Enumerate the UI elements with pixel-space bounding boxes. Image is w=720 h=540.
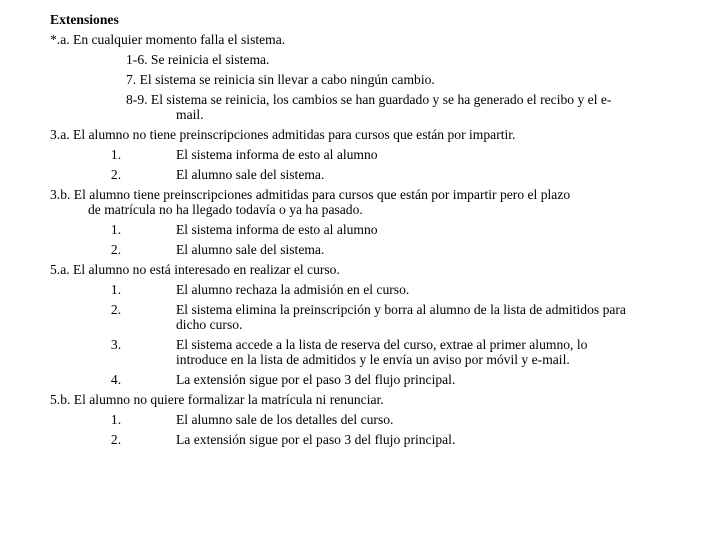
extension-title: 5.b. El alumno no quiere formalizar la matrícula ni renunciar. [50, 392, 384, 407]
step-text: La extensión sigue por el paso 3 del flujo principal. [176, 432, 456, 447]
extension-3b [50, 185, 720, 260]
step-text: La extensión sigue por el paso 3 del flujo principal. [176, 372, 456, 387]
extension-substep [50, 70, 716, 90]
step-text-line: El sistema accede a la lista de reserva del curso, extrae al primer alumno, lo [176, 337, 588, 352]
step-item [50, 240, 716, 260]
extension-star-a [50, 30, 720, 125]
substep-text: 1-6. Se reinicia el sistema. [126, 52, 270, 67]
step-list [50, 410, 720, 450]
step-item [50, 300, 716, 335]
step-text: El sistema informa de esto al alumno [176, 222, 378, 237]
extension-title [50, 185, 670, 220]
step-number: 1. [110, 147, 122, 162]
step-list [50, 145, 720, 185]
step-text: El alumno sale del sistema. [176, 167, 325, 182]
step-number: 1. [110, 282, 122, 297]
extension-title-continuation: de matrícula no ha llegado todavía o ya ha pasado. [88, 202, 363, 217]
extension-substep [50, 50, 716, 70]
extension-title: *.a. En cualquier momento falla el sistema. [50, 32, 286, 47]
step-item [50, 220, 716, 240]
section-heading: Extensiones [50, 12, 119, 27]
substep-text-continuation: mail. [176, 107, 204, 122]
step-number: 1. [110, 412, 122, 427]
document [0, 10, 720, 450]
step-item [50, 430, 716, 450]
step-text-continuation: introduce en la lista de admitidos y le envía un aviso por móvil y e-mail. [176, 352, 570, 367]
extension-title-line: 3.b. El alumno tiene preinscripciones admitidas para cursos que están por impartir pero el plazo [50, 187, 571, 202]
step-number: 2. [110, 242, 122, 257]
step-item [50, 335, 716, 370]
extension-5a [50, 260, 720, 390]
step-text-continuation: dicho curso. [176, 317, 243, 332]
step-text: El alumno rechaza la admisión en el curso. [176, 282, 410, 297]
step-number: 2. [110, 167, 122, 182]
step-text [176, 335, 716, 370]
extension-substep [50, 90, 716, 125]
step-list [50, 280, 720, 390]
extension-5b [50, 390, 720, 450]
step-item [50, 370, 716, 390]
step-text-line: El sistema elimina la preinscripción y borra al alumno de la lista de admitidos para [176, 302, 626, 317]
step-text: El alumno sale del sistema. [176, 242, 325, 257]
step-item [50, 410, 716, 430]
step-list [50, 220, 720, 260]
substep-text: 7. El sistema se reinicia sin llevar a cabo ningún cambio. [126, 72, 435, 87]
step-text [176, 300, 716, 335]
step-item [50, 145, 716, 165]
substep-text-line: 8-9. El sistema se reinicia, los cambios se han guardado y se ha generado el recibo y el e- [126, 92, 612, 107]
step-text: El sistema informa de esto al alumno [176, 147, 378, 162]
step-number: 3. [110, 337, 122, 352]
step-item [50, 165, 716, 185]
substep-text [126, 90, 716, 125]
step-text: El alumno sale de los detalles del curso. [176, 412, 394, 427]
extension-3a [50, 125, 720, 185]
step-number: 1. [110, 222, 122, 237]
step-number: 2. [110, 432, 122, 447]
step-number: 4. [110, 372, 122, 387]
extension-title: 3.a. El alumno no tiene preinscripciones admitidas para cursos que están por impartir. [50, 127, 516, 142]
step-number: 2. [110, 302, 122, 317]
step-item [50, 280, 716, 300]
extension-title: 5.a. El alumno no está interesado en realizar el curso. [50, 262, 340, 277]
